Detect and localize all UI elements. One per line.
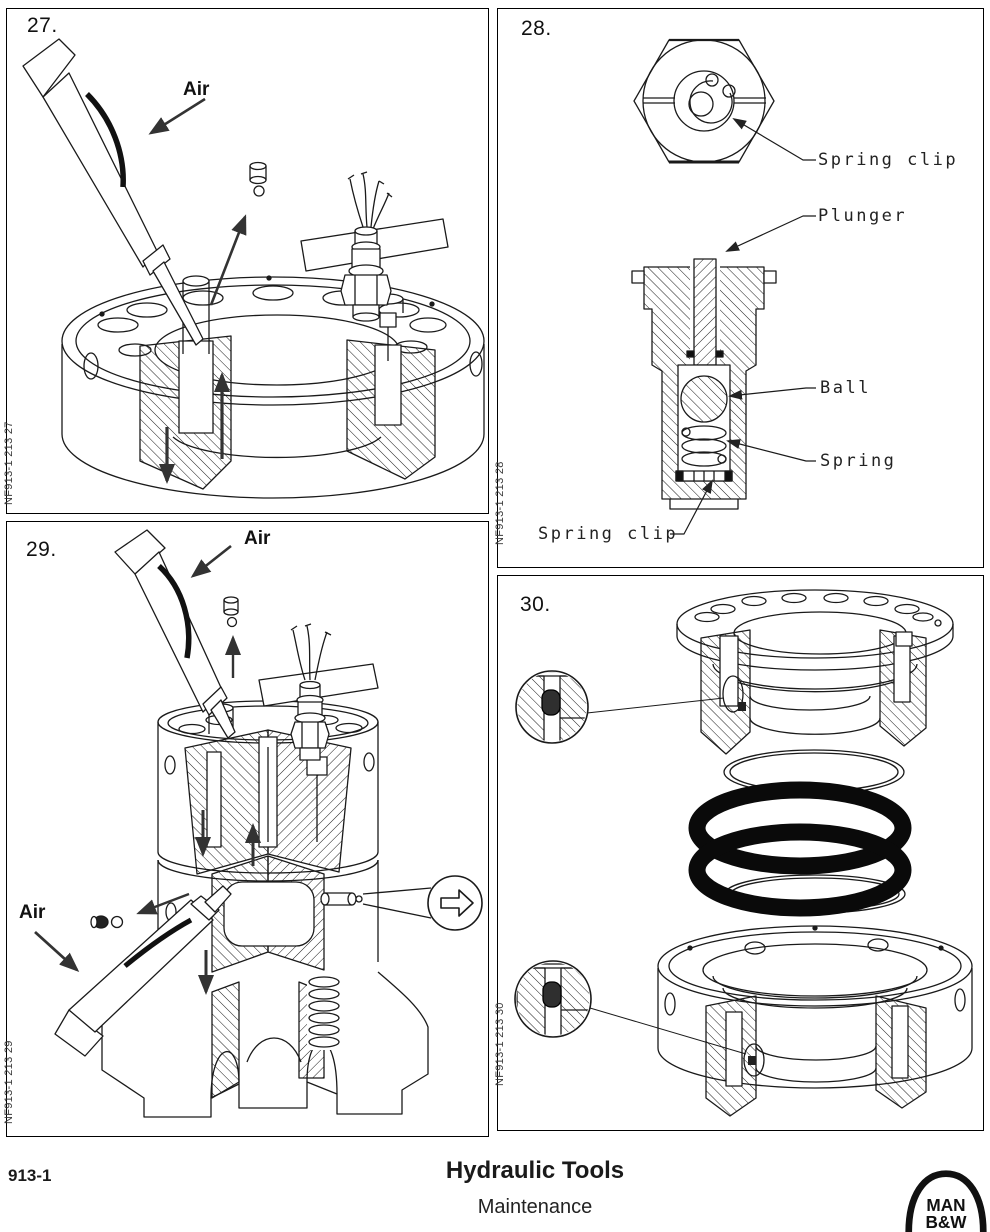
figure-27-drawing — [7, 9, 487, 512]
plunger-assembly-section — [632, 259, 776, 509]
man-bw-logo — [902, 1167, 990, 1232]
figure-reference-code: NF913-1 213 28 — [494, 461, 506, 545]
figure-number: 27. — [27, 14, 58, 37]
air-label-left: Air — [19, 902, 46, 923]
figure-number: 30. — [520, 593, 551, 616]
hex-nut-top-view — [634, 40, 774, 162]
page-title: Hydraulic Tools — [445, 1157, 625, 1184]
air-direction-arrow — [151, 99, 205, 133]
spring-label: Spring — [820, 451, 897, 471]
ball-label: Ball — [820, 378, 871, 398]
cutaway-section-right — [347, 294, 435, 479]
lower-ring-piece — [658, 926, 972, 1116]
vent-pin-callout — [321, 876, 482, 930]
ball-section — [681, 376, 727, 422]
figure-29-panel — [3, 521, 489, 1137]
page-subtitle: Maintenance — [477, 1196, 593, 1218]
plug-and-ball-top — [224, 597, 238, 627]
upper-ring-piece — [677, 590, 953, 754]
o-ring-seal-section — [542, 690, 560, 715]
section-number: 913-1 — [8, 1166, 52, 1185]
logo-text-man: MAN — [926, 1194, 966, 1215]
spring-coil — [307, 974, 341, 1050]
plug-and-ball-left — [91, 916, 123, 928]
figure-reference-code: NF913-1 213 29 — [3, 1040, 15, 1124]
air-label-top: Air — [244, 528, 271, 549]
figure-29-drawing — [7, 522, 487, 1135]
plunger-label: Plunger — [818, 206, 908, 226]
figure-reference-code: NF913-1 213 30 — [494, 1002, 506, 1086]
spring-clip-label-bottom: Spring clip — [538, 524, 679, 544]
spring-clip-label-top: Spring clip — [818, 150, 959, 170]
plug-and-ball — [250, 163, 266, 197]
figure-28-panel — [494, 8, 984, 568]
figure-30-drawing — [498, 576, 982, 1129]
ejected-plug-arrow — [211, 217, 245, 305]
logo-text-bw: B&W — [925, 1212, 967, 1232]
figure-number: 29. — [26, 538, 57, 561]
figure-reference-code: NF913-1 213 27 — [3, 421, 15, 505]
figure-30-panel — [494, 575, 984, 1131]
o-ring-seal-section — [543, 982, 561, 1007]
figure-number: 28. — [521, 17, 552, 40]
air-label: Air — [183, 79, 210, 100]
spring-clip-arc — [690, 81, 732, 123]
seal-detail-top — [516, 671, 724, 748]
air-gun-top — [115, 530, 235, 738]
figure-27-panel — [3, 8, 489, 514]
figure-28-drawing — [498, 9, 982, 566]
